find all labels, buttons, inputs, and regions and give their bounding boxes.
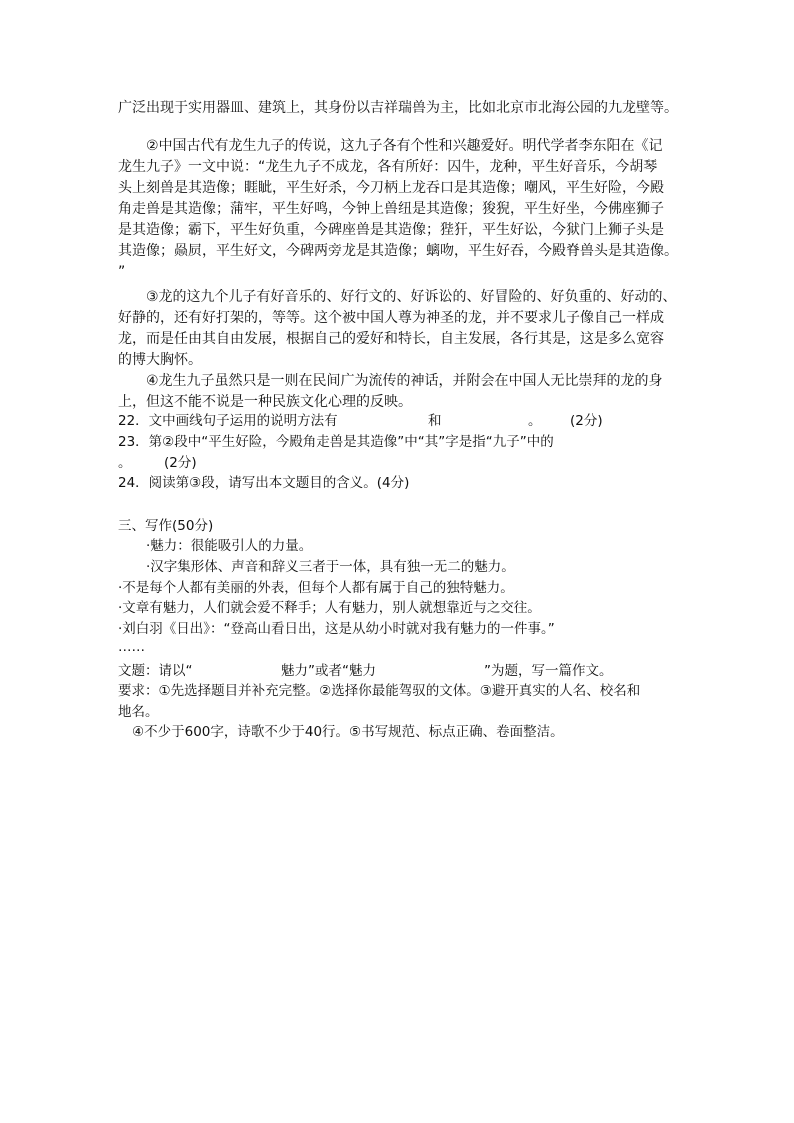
writing-ellipsis: ……	[118, 639, 145, 655]
writing-heading: 三、写作(50分)	[118, 518, 214, 534]
passage-p3-line: 龙，而是任由其自由发展，根据自己的爱好和特长，自主发展，各行其是，这是多么宽容	[118, 331, 664, 347]
passage-p4-line: ④龙生九子虽然只是一则在民间广为流传的神话，并附会在中国人无比崇拜的龙的身	[146, 373, 663, 389]
writing-bullet: ·汉字集形体、声音和辞义三者于一体，具有独一无二的魅力。	[146, 559, 515, 575]
writing-requirement: ④不少于600字，诗歌不少于40行。⑤书写规范、标点正确、卷面整洁。	[132, 724, 564, 740]
writing-requirement: 要求：①先选择题目并补充完整。②选择你最能驾驭的文体。③避开真实的人名、校名和	[118, 683, 641, 699]
passage-p2-line: ②中国古代有龙生九子的传说，这九子各有个性和兴趣爱好。明代学者李东阳在《记	[146, 138, 663, 154]
question-22-period: 。	[528, 413, 542, 429]
passage-p2-line: ”	[118, 264, 126, 280]
passage-p1-tail: 广泛出现于实用器皿、建筑上，其身份以吉祥瑞兽为主，比如北京市北海公园的九龙壁等。	[118, 100, 678, 116]
passage-p3-line: ③龙的这九个儿子有好音乐的、好行文的、好诉讼的、好冒险的、好负重的、好动的、	[146, 289, 677, 305]
question-23-points: (2分)	[164, 455, 197, 471]
question-23-stem: 23．第②段中“平生好险，今殿角走兽是其造像”中“其”字是指“九子”中的	[118, 434, 554, 450]
question-23-period: 。	[118, 455, 132, 471]
writing-bullet: ·刘白羽《日出》：“登高山看日出，这是从幼小时就对我有魅力的一件事。”	[118, 621, 555, 637]
writing-bullet: ·文章有魅力，人们就会爱不释手；人有魅力，别人就想靠近与之交往。	[118, 600, 541, 616]
writing-bullet: ·魅力：很能吸引人的力量。	[146, 538, 313, 554]
passage-p2-line: 龙生九子》一文中说：“龙生九子不成龙，各有所好：囚牛，龙种，平生好音乐，今胡琴	[118, 159, 658, 175]
passage-p2-line: 头上刻兽是其造像；睚眦，平生好杀，今刀柄上龙吞口是其造像；嘲风，平生好险，今殿	[118, 180, 664, 196]
writing-title-prompt-c: ”为题，写一篇作文。	[484, 663, 613, 679]
question-24: 24．阅读第③段，请写出本文题目的含义。(4分)	[118, 475, 410, 491]
passage-p3-line: 好静的，还有好打架的，等等。这个被中国人尊为神圣的龙，并不要求儿子像自己一样成	[118, 310, 664, 326]
passage-p3-line: 的博大胸怀。	[118, 352, 202, 368]
passage-p2-line: 其造像；赑屃，平生好文，今碑两旁龙是其造像；螭吻，平生好吞，今殿脊兽头是其造像。	[118, 243, 678, 259]
question-22-points: (2分)	[570, 413, 603, 429]
writing-requirement: 地名。	[118, 704, 159, 720]
writing-title-prompt-a: 文题：请以“	[118, 663, 193, 679]
passage-p4-line: 上，但这不能不说是一种民族文化心理的反映。	[118, 394, 412, 410]
question-22-and: 和	[428, 413, 442, 429]
writing-title-prompt-b: 魅力”或者“魅力	[281, 663, 376, 679]
writing-bullet: ·不是每个人都有美丽的外表，但每个人都有属于自己的独特魅力。	[118, 580, 514, 596]
passage-p2-line: 是其造像；霸下，平生好负重，今碑座兽是其造像；狴犴，平生好讼，今狱门上狮子头是	[118, 222, 664, 238]
question-22-stem: 22．文中画线句子运用的说明方法有	[118, 413, 338, 429]
passage-p2-line: 角走兽是其造像；蒲牢，平生好鸣，今钟上兽纽是其造像；狻猊，平生好坐，今佛座狮子	[118, 201, 664, 217]
